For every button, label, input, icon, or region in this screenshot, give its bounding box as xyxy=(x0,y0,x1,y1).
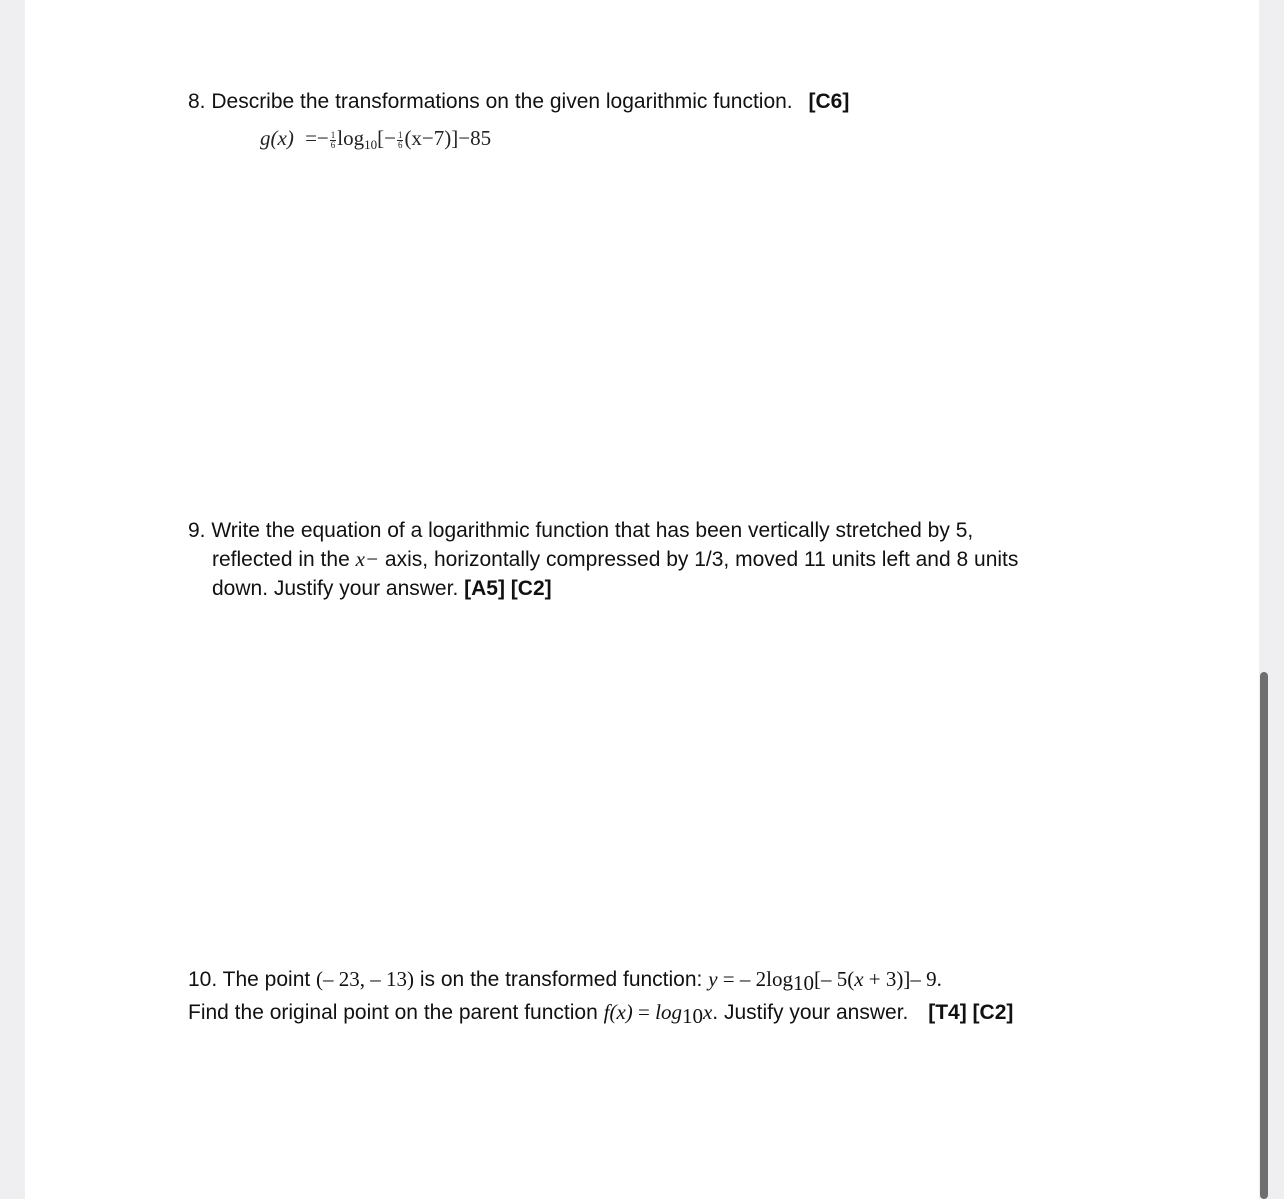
formula-fraction-2 xyxy=(397,131,404,150)
question-8-formula xyxy=(260,126,491,153)
fraction-2-numerator: 1 xyxy=(397,129,403,140)
fraction-1-denominator: 6 xyxy=(330,139,336,150)
question-9-line-3-text: down. Justify your answer. xyxy=(212,577,459,600)
question-10-line-2 xyxy=(188,998,1013,1031)
question-10 xyxy=(188,965,1013,1031)
question-10-equation-bracket: [– 5( xyxy=(813,967,855,991)
formula-neg: − xyxy=(316,126,329,150)
formula-log: log xyxy=(337,126,365,150)
question-10-line-2-end: . Justify your answer. xyxy=(712,1001,909,1024)
question-10-parent-log: log xyxy=(655,1000,682,1024)
question-9 xyxy=(188,516,1018,603)
question-8 xyxy=(188,87,849,116)
question-10-mid: is on the transformed function: xyxy=(414,968,709,991)
fraction-1-numerator: 1 xyxy=(330,129,336,140)
vertical-scrollbar[interactable] xyxy=(1260,672,1268,1199)
formula-inner: (x−7)] xyxy=(404,126,459,150)
question-9-tags: [A5] [C2] xyxy=(464,577,552,600)
question-10-y: y xyxy=(708,967,718,991)
question-9-line-3 xyxy=(188,574,1018,603)
question-9-x-axis-math: x− xyxy=(355,547,380,571)
question-8-prompt: 8. Describe the transformations on the given logarithmic function. xyxy=(188,90,793,113)
question-10-point: (– 23, – 13) xyxy=(316,967,415,991)
question-9-line-1: 9. Write the equation of a logarithmic function that has been vertically stretched by 5, xyxy=(188,519,974,542)
formula-equals: = xyxy=(305,126,317,150)
question-10-equation-start: = – 2log xyxy=(717,967,793,991)
question-10-log-base: 10 xyxy=(792,971,814,995)
question-10-parent-fx: f(x) xyxy=(603,1000,633,1024)
fraction-2-denominator: 6 xyxy=(397,139,403,150)
question-10-intro: 10. The point xyxy=(188,968,317,991)
question-10-line-1 xyxy=(188,965,1013,998)
question-10-tags: [T4] [C2] xyxy=(928,1001,1014,1024)
question-10-parent-base: 10 xyxy=(681,1004,703,1028)
question-10-parent-var: x xyxy=(702,1000,713,1024)
question-8-tag: [C6] xyxy=(808,90,850,113)
formula-log-base: 10 xyxy=(364,137,378,152)
formula-open-bracket: [− xyxy=(377,126,396,150)
question-9-line-2-end: axis, horizontally compressed by 1/3, moved 11 units left and 8 units xyxy=(379,548,1019,571)
formula-lhs: g(x) xyxy=(260,126,294,150)
question-10-x: x xyxy=(854,967,864,991)
question-9-line-2 xyxy=(188,545,1018,574)
question-9-line-2-start: reflected in the xyxy=(212,548,356,571)
question-10-parent-equals: = xyxy=(632,1000,656,1024)
formula-tail: −85 xyxy=(458,126,492,150)
question-10-equation-end: + 3)]– 9. xyxy=(863,967,942,991)
formula-fraction-1 xyxy=(330,131,337,150)
question-10-line-2-start: Find the original point on the parent function xyxy=(188,1001,604,1024)
